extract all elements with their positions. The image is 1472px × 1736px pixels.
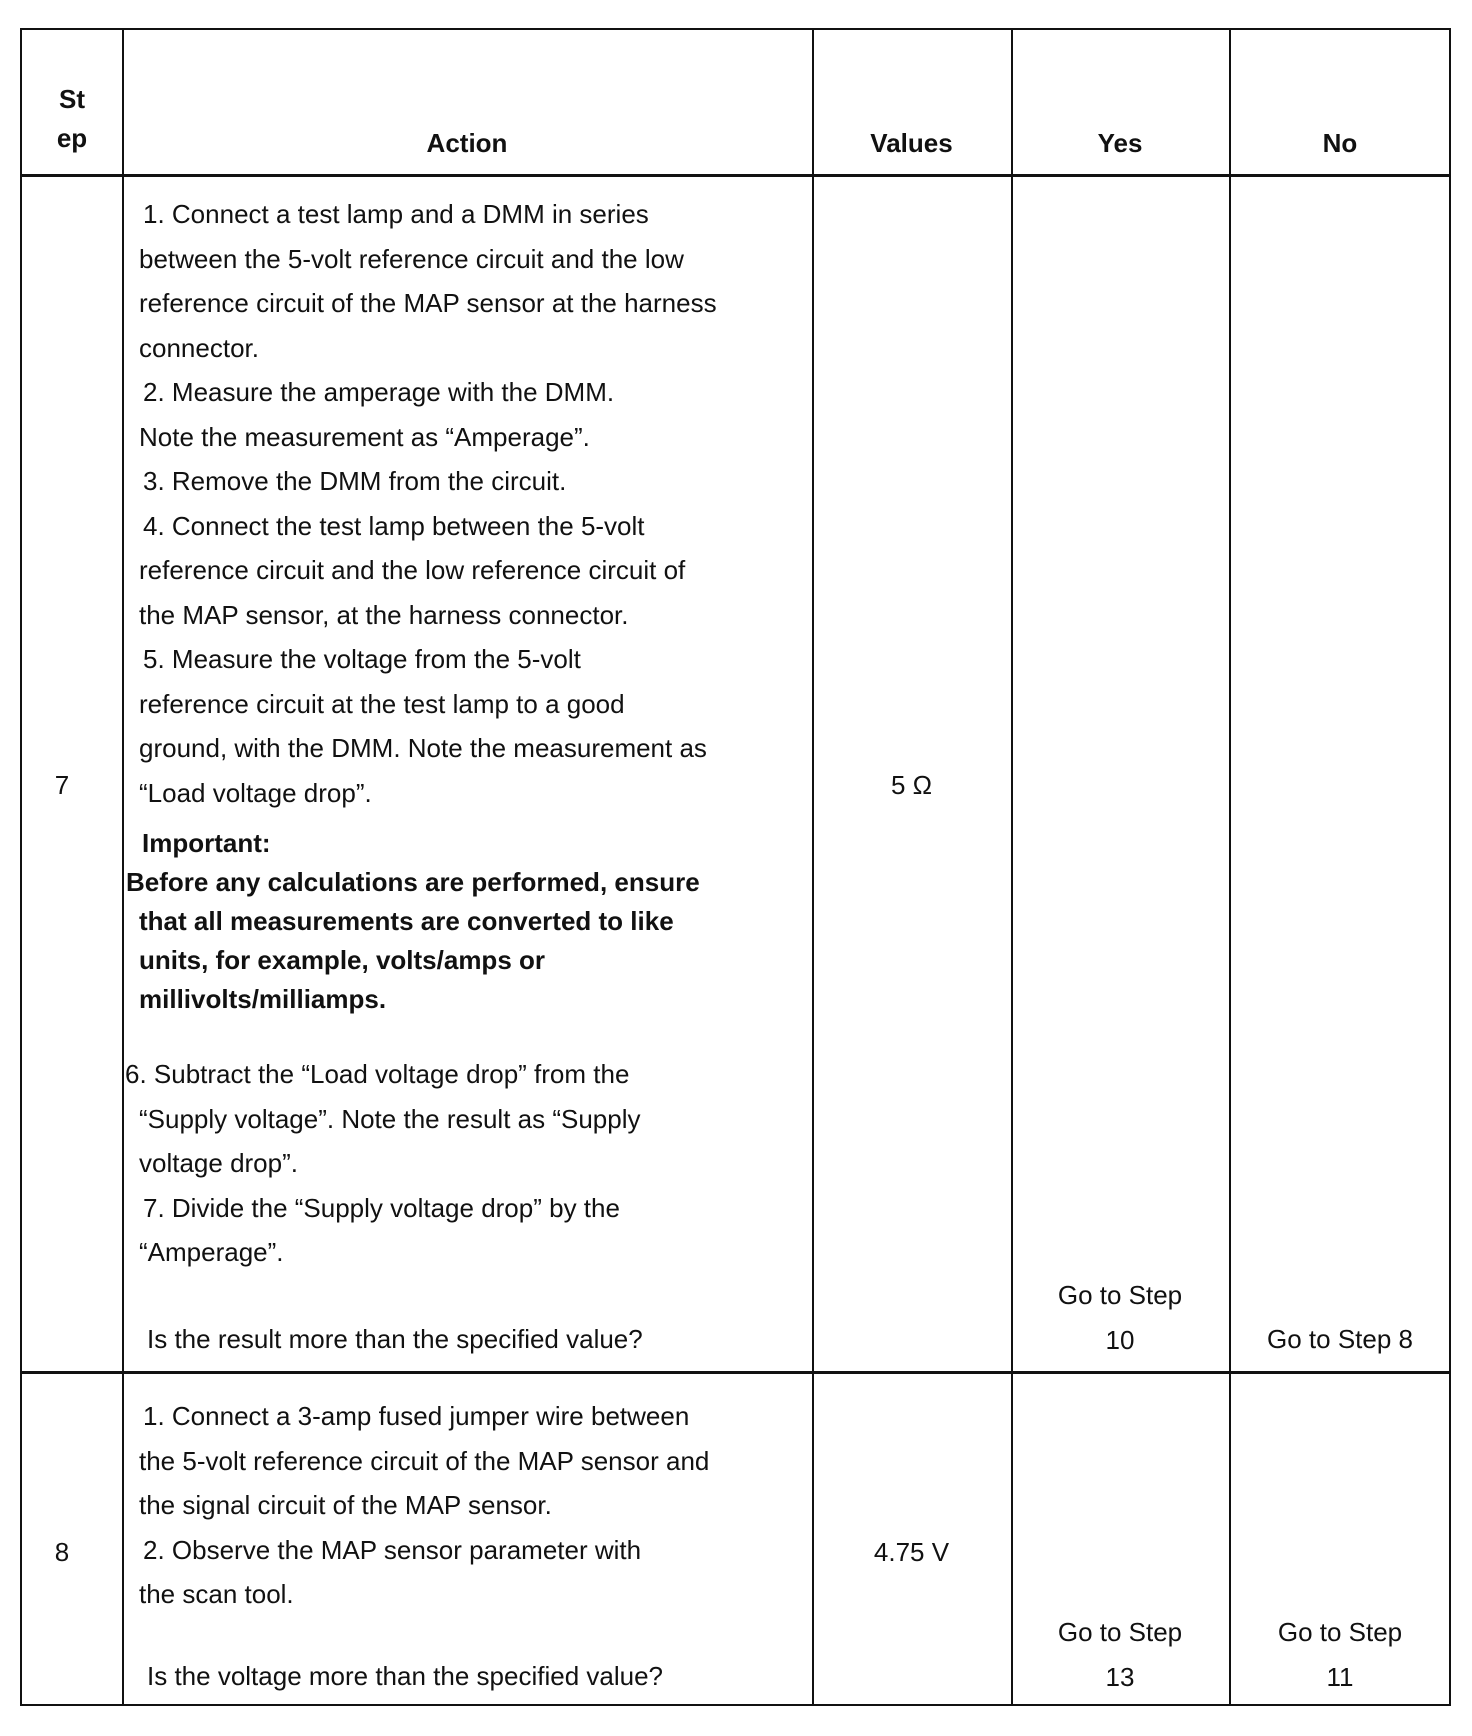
row-8-yes[interactable] (1011, 1610, 1229, 1699)
action-line: reference circuit and the low reference circuit of (139, 555, 686, 585)
header-yes: Yes (1097, 128, 1143, 158)
header-no: No (1322, 128, 1358, 158)
column-divider (1011, 30, 1013, 1704)
header-step-line2: ep (56, 123, 88, 153)
yes-line: Go to Step (1057, 1617, 1183, 1647)
action-line: 4. Connect the test lamp between the 5-volt (143, 510, 645, 541)
row-7-value: 5 Ω (890, 770, 933, 800)
header-action: Action (426, 128, 508, 158)
action-line: “Supply voltage”. Note the result as “Supply (139, 1103, 641, 1134)
column-divider (812, 30, 814, 1704)
row-7-yes[interactable] (1011, 1273, 1229, 1362)
important-note (126, 863, 700, 1019)
row-8-no[interactable] (1229, 1610, 1451, 1699)
row-7-action (139, 192, 717, 815)
row-8-action (139, 1394, 709, 1617)
action-line: voltage drop”. (139, 1148, 298, 1178)
action-line: 7. Divide the “Supply voltage drop” by the (143, 1192, 620, 1223)
important-label: Important: (142, 828, 271, 858)
row-7-question: Is the result more than the specified value? (147, 1324, 643, 1354)
yes-line: 13 (1105, 1661, 1135, 1692)
action-line: 5. Measure the voltage from the 5-volt (143, 644, 581, 674)
row-divider (22, 174, 1449, 177)
important-line: units, for example, volts/amps or (139, 945, 545, 975)
column-divider (1229, 30, 1231, 1704)
header-step-line1: St (59, 84, 85, 114)
important-line: Before any calculations are performed, ensure (126, 867, 700, 897)
row-8-question: Is the voltage more than the specified value? (147, 1661, 663, 1691)
diagnostic-table (20, 28, 1451, 1706)
no-line: Go to Step (1277, 1617, 1403, 1647)
action-line: 1. Connect a test lamp and a DMM in series (143, 199, 649, 229)
action-line: reference circuit at the test lamp to a good (139, 688, 625, 719)
action-line: the 5-volt reference circuit of the MAP sensor and (139, 1445, 710, 1476)
important-line: millivolts/milliamps. (139, 984, 387, 1014)
action-line: between the 5-volt reference circuit and the low (139, 243, 684, 274)
row-8-value: 4.75 V (873, 1537, 950, 1567)
action-line: 1. Connect a 3-amp fused jumper wire between (143, 1401, 690, 1431)
header-values: Values (870, 128, 953, 158)
row-divider (22, 1371, 1449, 1374)
yes-line: Go to Step (1057, 1280, 1183, 1310)
header-step (22, 80, 122, 158)
action-line: 3. Remove the DMM from the circuit. (143, 466, 567, 496)
yes-line: 10 (1105, 1324, 1135, 1355)
action-line: 2. Observe the MAP sensor parameter with (143, 1534, 642, 1565)
row-7-action-continued (125, 1052, 640, 1275)
action-line: reference circuit of the MAP sensor at the harness (139, 288, 717, 318)
action-line: the MAP sensor, at the harness connector. (139, 599, 629, 630)
action-line: 6. Subtract the “Load voltage drop” from the (125, 1059, 630, 1089)
action-line: the scan tool. (139, 1579, 294, 1609)
action-line: connector. (139, 332, 259, 363)
no-line: 11 (1326, 1661, 1354, 1692)
action-line: the signal circuit of the MAP sensor. (139, 1490, 552, 1520)
row-7-no[interactable]: Go to Step 8 (1267, 1324, 1413, 1354)
important-line: that all measurements are converted to like (139, 906, 674, 936)
row-8-step: 8 (54, 1537, 70, 1567)
action-line: 2. Measure the amperage with the DMM. (143, 377, 615, 407)
column-divider (122, 30, 124, 1704)
action-line: Note the measurement as “Amperage”. (139, 421, 590, 452)
row-7-step: 7 (54, 770, 70, 800)
action-line: “Amperage”. (139, 1237, 284, 1267)
action-line: “Load voltage drop”. (139, 777, 372, 808)
action-line: ground, with the DMM. Note the measurement as (139, 733, 707, 763)
